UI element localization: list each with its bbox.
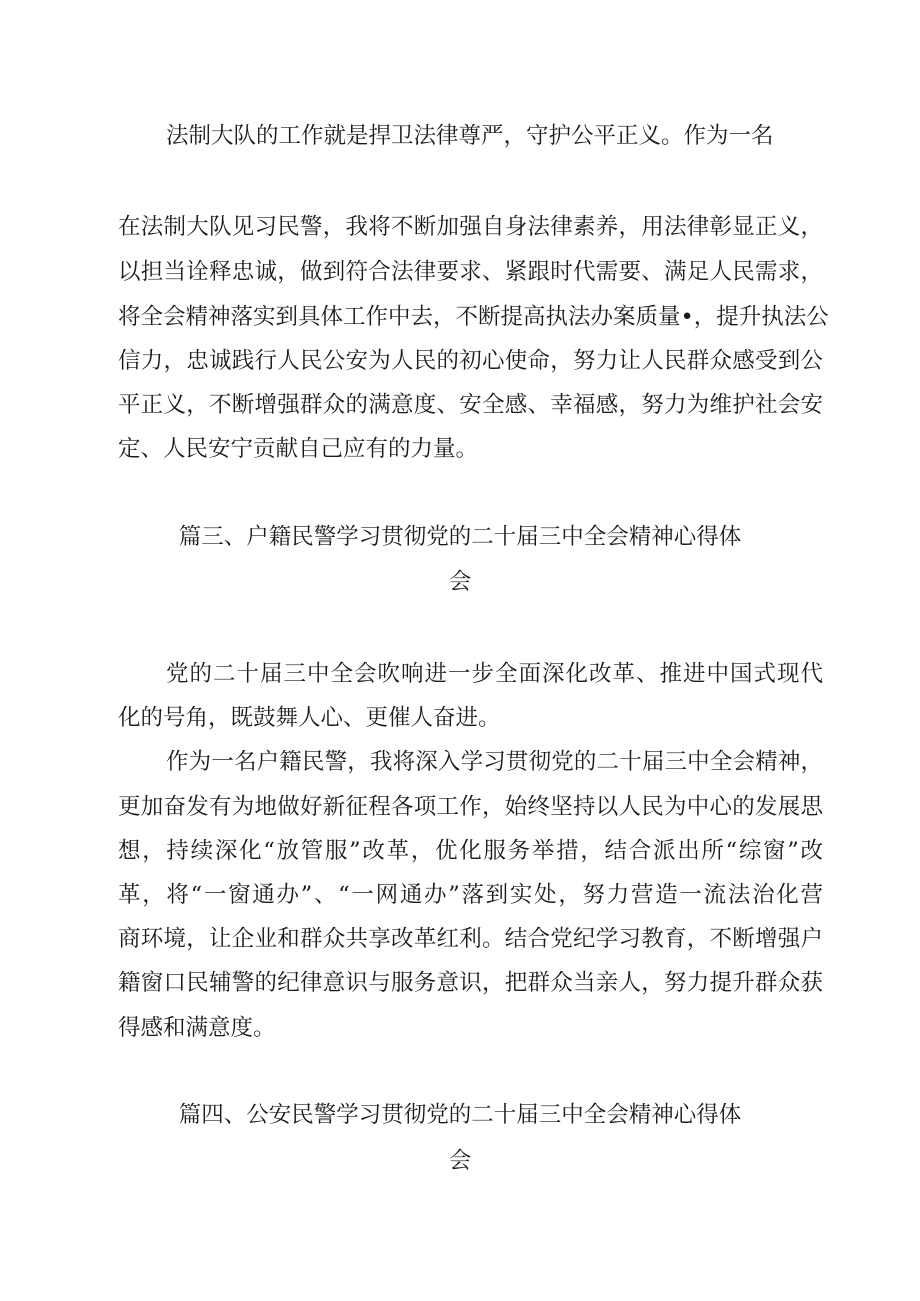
paragraph-line: 作为一名户籍民警，我将深入学习贯彻党的二十届三中全会精神， [166,749,823,775]
section-title: 篇四、公安民警学习贯彻党的二十届三中全会精神心得体 [178,1102,742,1128]
paragraph-line: 在法制大队见习民警，我将不断加强自身法律素养，用法律彰显正义， [118,214,823,240]
section-title: 篇三、户籍民警学习贯彻党的二十届三中全会精神心得体 [178,524,742,550]
paragraph-line: 定、人民安宁贡献自己应有的力量。 [118,436,479,462]
paragraph-line: 以担当诠释忠诚，做到符合法律要求、紧跟时代需要、满足人民需求， [118,259,823,285]
paragraph-line: 平正义，不断增强群众的满意度、安全感、幸福感，努力为维护社会安 [118,392,823,418]
paragraph-line: 将全会精神落实到具体工作中去，不断提高执法办案质量•，提升执法公 [118,304,829,330]
paragraph-line: 法制大队的工作就是捍卫法律尊严，守护公平正义。作为一名 [166,123,774,149]
paragraph-line: 信力，忠诚践行人民公安为人民的初心使命，努力让人民群众感受到公 [118,348,823,374]
paragraph-line: 想，持续深化“放管服”改革，优化服务举措，结合派出所“综窗”改 [118,838,823,864]
section-title-continuation: 会 [448,1148,472,1174]
section-title-continuation: 会 [448,569,472,595]
paragraph-line: 更加奋发有为地做好新征程各项工作，始终坚持以人民为中心的发展思 [118,794,823,820]
paragraph-line: 革，将“一窗通办”、“一网通办”落到实处，努力营造一流法治化营 [118,882,823,908]
paragraph-line: 得感和满意度。 [118,1015,276,1041]
paragraph-line: 商环境，让企业和群众共享改革红利。结合党纪学习教育，不断增强户 [118,926,823,952]
paragraph-line: 党的二十届三中全会吹响进一步全面深化改革、推进中国式现代 [166,661,823,687]
paragraph-line: 籍窗口民辅警的纪律意识与服务意识，把群众当亲人，努力提升群众获 [118,970,823,996]
paragraph-line: 化的号角，既鼓舞人心、更催人奋进。 [118,705,501,731]
